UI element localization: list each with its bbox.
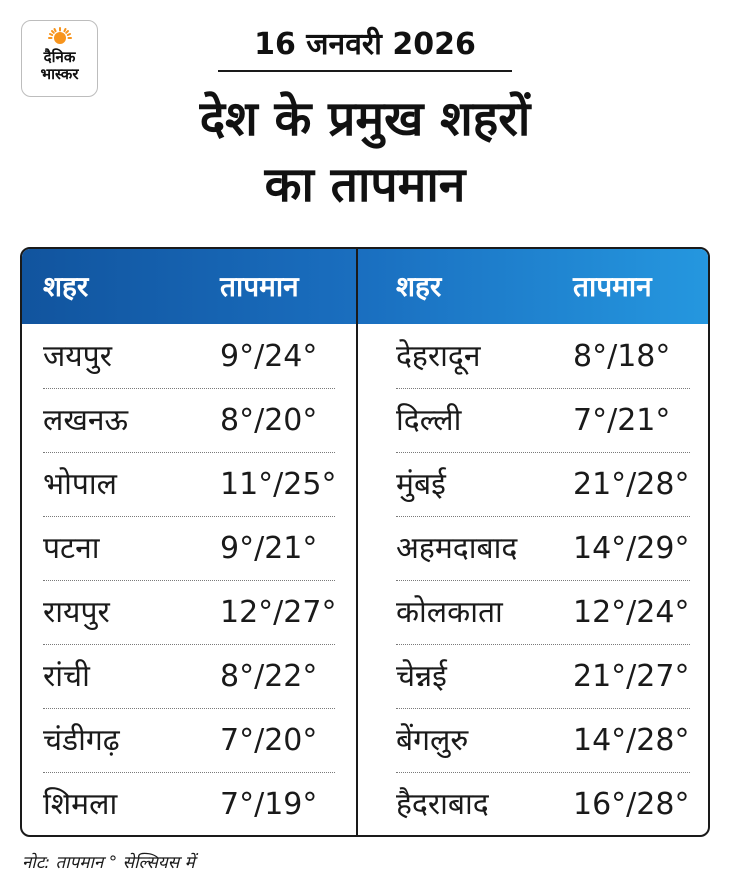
table-row bbox=[396, 389, 690, 453]
header-city-left: शहर bbox=[43, 270, 89, 303]
table-row bbox=[396, 709, 690, 773]
city-name: अहमदाबाद bbox=[396, 531, 518, 566]
city-name: कोलकाता bbox=[396, 595, 503, 630]
column-divider bbox=[356, 249, 358, 835]
header-temp-left: तापमान bbox=[220, 270, 299, 303]
city-temperature: 12°/27° bbox=[220, 595, 337, 630]
footnote: नोट: तापमान ° सेल्सियस में bbox=[22, 853, 195, 873]
city-name: हैदराबाद bbox=[396, 787, 489, 822]
city-temperature: 9°/21° bbox=[220, 531, 318, 566]
header-temp-right: तापमान bbox=[573, 270, 652, 303]
city-name: चेन्नई bbox=[396, 659, 447, 694]
title-line2: का तापमान bbox=[264, 157, 466, 213]
header-city-right: शहर bbox=[396, 270, 442, 303]
city-name: शिमला bbox=[43, 787, 118, 822]
table-row bbox=[43, 389, 335, 453]
table-row bbox=[396, 325, 690, 389]
city-temperature: 7°/20° bbox=[220, 723, 318, 758]
city-temperature: 14°/29° bbox=[573, 531, 690, 566]
city-name: चंडीगढ़ bbox=[43, 723, 120, 758]
city-temperature: 21°/27° bbox=[573, 659, 690, 694]
table-row bbox=[396, 581, 690, 645]
table-row bbox=[43, 517, 335, 581]
page-title bbox=[0, 86, 730, 218]
table-row bbox=[396, 773, 690, 837]
table-row bbox=[43, 709, 335, 773]
city-temperature: 7°/21° bbox=[573, 403, 671, 438]
city-name: बेंगलुरु bbox=[396, 723, 469, 758]
logo-text-line1: दैनिक bbox=[43, 48, 76, 66]
city-temperature: 16°/28° bbox=[573, 787, 690, 822]
city-name: पटना bbox=[43, 531, 100, 566]
table-row bbox=[43, 645, 335, 709]
title-line1: देश के प्रमुख शहरों bbox=[199, 91, 531, 147]
city-name: दिल्ली bbox=[396, 403, 462, 438]
city-temperature: 7°/19° bbox=[220, 787, 318, 822]
city-name: रांची bbox=[43, 659, 90, 694]
city-name: देहरादून bbox=[396, 339, 481, 374]
date-heading: 16 जनवरी 2026 bbox=[254, 27, 476, 62]
city-name: मुंबई bbox=[396, 467, 446, 502]
city-temperature: 21°/28° bbox=[573, 467, 690, 502]
logo-text-line2: भास्कर bbox=[40, 65, 79, 83]
city-temperature: 8°/18° bbox=[573, 339, 671, 374]
table-header bbox=[22, 249, 708, 324]
city-name: जयपुर bbox=[43, 339, 112, 374]
table-row bbox=[43, 773, 335, 837]
city-temperature: 14°/28° bbox=[573, 723, 690, 758]
city-name: लखनऊ bbox=[43, 403, 129, 438]
table-row bbox=[396, 453, 690, 517]
city-name: भोपाल bbox=[43, 467, 118, 502]
table-row bbox=[396, 645, 690, 709]
city-temperature: 11°/25° bbox=[220, 467, 337, 502]
city-name: रायपुर bbox=[43, 595, 110, 630]
city-temperature: 8°/22° bbox=[220, 659, 318, 694]
temperature-table bbox=[20, 247, 710, 837]
city-temperature: 8°/20° bbox=[220, 403, 318, 438]
city-temperature: 12°/24° bbox=[573, 595, 690, 630]
sun-icon bbox=[47, 27, 73, 49]
city-temperature: 9°/24° bbox=[220, 339, 318, 374]
table-row bbox=[43, 453, 335, 517]
date-underline bbox=[218, 70, 512, 72]
table-row bbox=[396, 517, 690, 581]
table-row bbox=[43, 581, 335, 645]
table-row bbox=[43, 325, 335, 389]
